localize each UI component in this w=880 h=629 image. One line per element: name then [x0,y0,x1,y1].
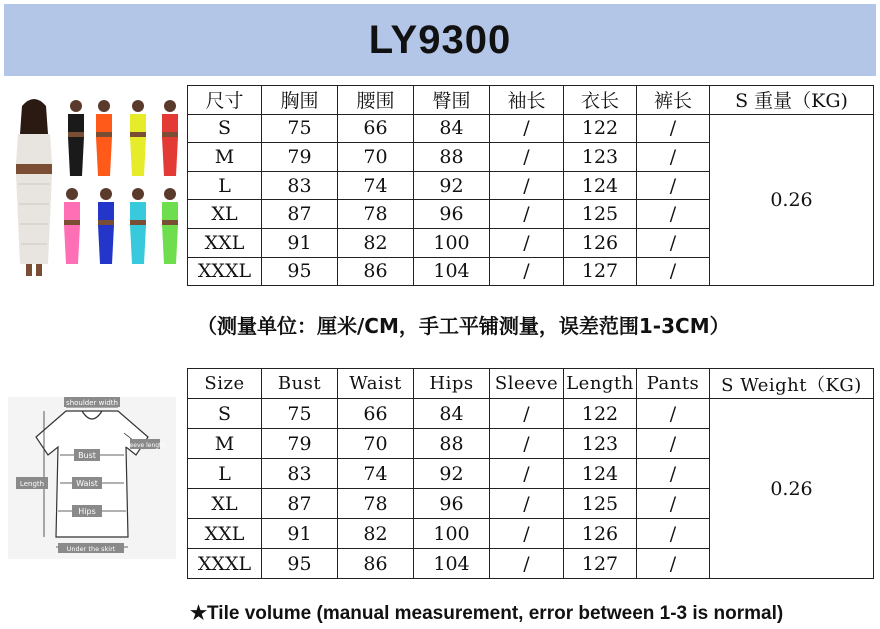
label-sleeve-length: sleeve length [124,442,166,449]
cell-pants: / [637,519,710,549]
cell-weight: 0.26 [710,114,874,286]
model-pink [64,188,80,264]
header-waist: 腰围 [338,86,414,115]
cell-sleeve: / [490,399,564,429]
header-length: 衣长 [564,86,637,115]
cell-hips: 96 [414,200,490,229]
cell-length: 125 [564,200,637,229]
cell-pants: / [637,459,710,489]
cell-pants: / [637,399,710,429]
cell-length: 124 [564,171,637,200]
header-bust: Bust [262,369,338,399]
cell-hips: 104 [414,549,490,579]
cell-pants: / [637,549,710,579]
cell-hips: 88 [414,143,490,172]
cell-waist: 66 [338,399,414,429]
header-size: Size [188,369,262,399]
header-pants: Pants [637,369,710,399]
cell-pants: / [637,257,710,286]
cell-waist: 66 [338,114,414,143]
cell-pants: / [637,489,710,519]
cell-hips: 100 [414,228,490,257]
header-pants: 裤长 [637,86,710,115]
cell-hips: 100 [414,519,490,549]
model-cyan [130,188,146,264]
cell-sleeve: / [490,489,564,519]
cell-hips: 92 [414,459,490,489]
cell-size: XXXL [188,257,262,286]
cell-bust: 91 [262,519,338,549]
cell-bust: 87 [262,489,338,519]
cell-hips: 88 [414,429,490,459]
cell-length: 123 [564,429,637,459]
cell-sleeve: / [490,200,564,229]
cell-length: 127 [564,549,637,579]
cell-waist: 82 [338,228,414,257]
model-yellow [130,100,146,176]
cell-waist: 74 [338,459,414,489]
cell-length: 122 [564,399,637,429]
cell-bust: 95 [262,257,338,286]
cell-sleeve: / [490,429,564,459]
cell-pants: / [637,228,710,257]
title-banner [4,4,876,76]
cell-sleeve: / [490,257,564,286]
product-code-title: LY9300 [368,17,512,62]
cell-hips: 104 [414,257,490,286]
header-weight: S Weight（KG) [710,369,874,399]
header-bust: 胸围 [262,86,338,115]
cell-length: 126 [564,228,637,257]
cell-waist: 86 [338,549,414,579]
cell-waist: 82 [338,519,414,549]
header-length: Length [564,369,637,399]
cell-bust: 75 [262,114,338,143]
header-sleeve: Sleeve [490,369,564,399]
model-black [68,100,84,176]
cell-pants: / [637,171,710,200]
label-under-skirt: Under the skirt [66,545,116,553]
cell-weight: 0.26 [710,399,874,579]
cell-hips: 84 [414,399,490,429]
cell-length: 126 [564,519,637,549]
cell-size: XXXL [188,549,262,579]
cell-size: XL [188,200,262,229]
cell-bust: 91 [262,228,338,257]
cell-length: 122 [564,114,637,143]
cell-waist: 74 [338,171,414,200]
measurement-note-english: ★Tile volume (manual measurement, error between 1-3 is normal) [190,603,784,624]
cell-sleeve: / [490,549,564,579]
cell-hips: 92 [414,171,490,200]
cell-sleeve: / [490,519,564,549]
cell-size: XXL [188,228,262,257]
header-waist: Waist [338,369,414,399]
cell-length: 123 [564,143,637,172]
cell-size: M [188,143,262,172]
model-blue [98,188,114,264]
cell-pants: / [637,114,710,143]
cell-bust: 79 [262,143,338,172]
product-photo-grid [4,94,184,280]
cell-hips: 84 [414,114,490,143]
model-green [162,188,178,264]
label-hips: Hips [78,507,96,516]
cell-bust: 83 [262,171,338,200]
cell-hips: 96 [414,489,490,519]
size-table-english [187,368,874,579]
cell-sleeve: / [490,114,564,143]
model-orange [96,100,112,176]
table-header-row [188,369,874,399]
cell-sleeve: / [490,459,564,489]
cell-waist: 70 [338,143,414,172]
cell-size: S [188,114,262,143]
header-size: 尺寸 [188,86,262,115]
header-hips: Hips [414,369,490,399]
cell-size: L [188,171,262,200]
cell-length: 125 [564,489,637,519]
table-header-row [188,86,874,115]
cell-sleeve: / [490,171,564,200]
header-weight: S 重量（KG) [710,86,874,115]
cell-sleeve: / [490,143,564,172]
cell-bust: 83 [262,459,338,489]
cell-size: S [188,399,262,429]
measurement-note-chinese: （测量单位：厘米/CM，手工平铺测量，误差范围1-3CM） [197,314,730,338]
cell-size: XXL [188,519,262,549]
cell-size: M [188,429,262,459]
table-row [188,399,874,429]
table-row [188,114,874,143]
header-sleeve: 袖长 [490,86,564,115]
cell-bust: 95 [262,549,338,579]
size-table-chinese [187,85,874,286]
cell-waist: 70 [338,429,414,459]
cell-pants: / [637,200,710,229]
cell-waist: 78 [338,489,414,519]
cell-bust: 87 [262,200,338,229]
cell-bust: 75 [262,399,338,429]
header-hips: 臀围 [414,86,490,115]
cell-bust: 79 [262,429,338,459]
label-shoulder-width: shoulder width [66,399,118,407]
cell-pants: / [637,143,710,172]
cell-size: XL [188,489,262,519]
cell-sleeve: / [490,228,564,257]
cell-waist: 86 [338,257,414,286]
label-length: Length [19,480,45,488]
model-large-figure [16,99,52,276]
cell-length: 124 [564,459,637,489]
label-waist: Waist [76,479,98,488]
measurement-diagram [8,397,176,559]
cell-waist: 78 [338,200,414,229]
cell-length: 127 [564,257,637,286]
cell-size: L [188,459,262,489]
label-bust: Bust [78,451,96,460]
model-red [162,100,178,176]
cell-pants: / [637,429,710,459]
